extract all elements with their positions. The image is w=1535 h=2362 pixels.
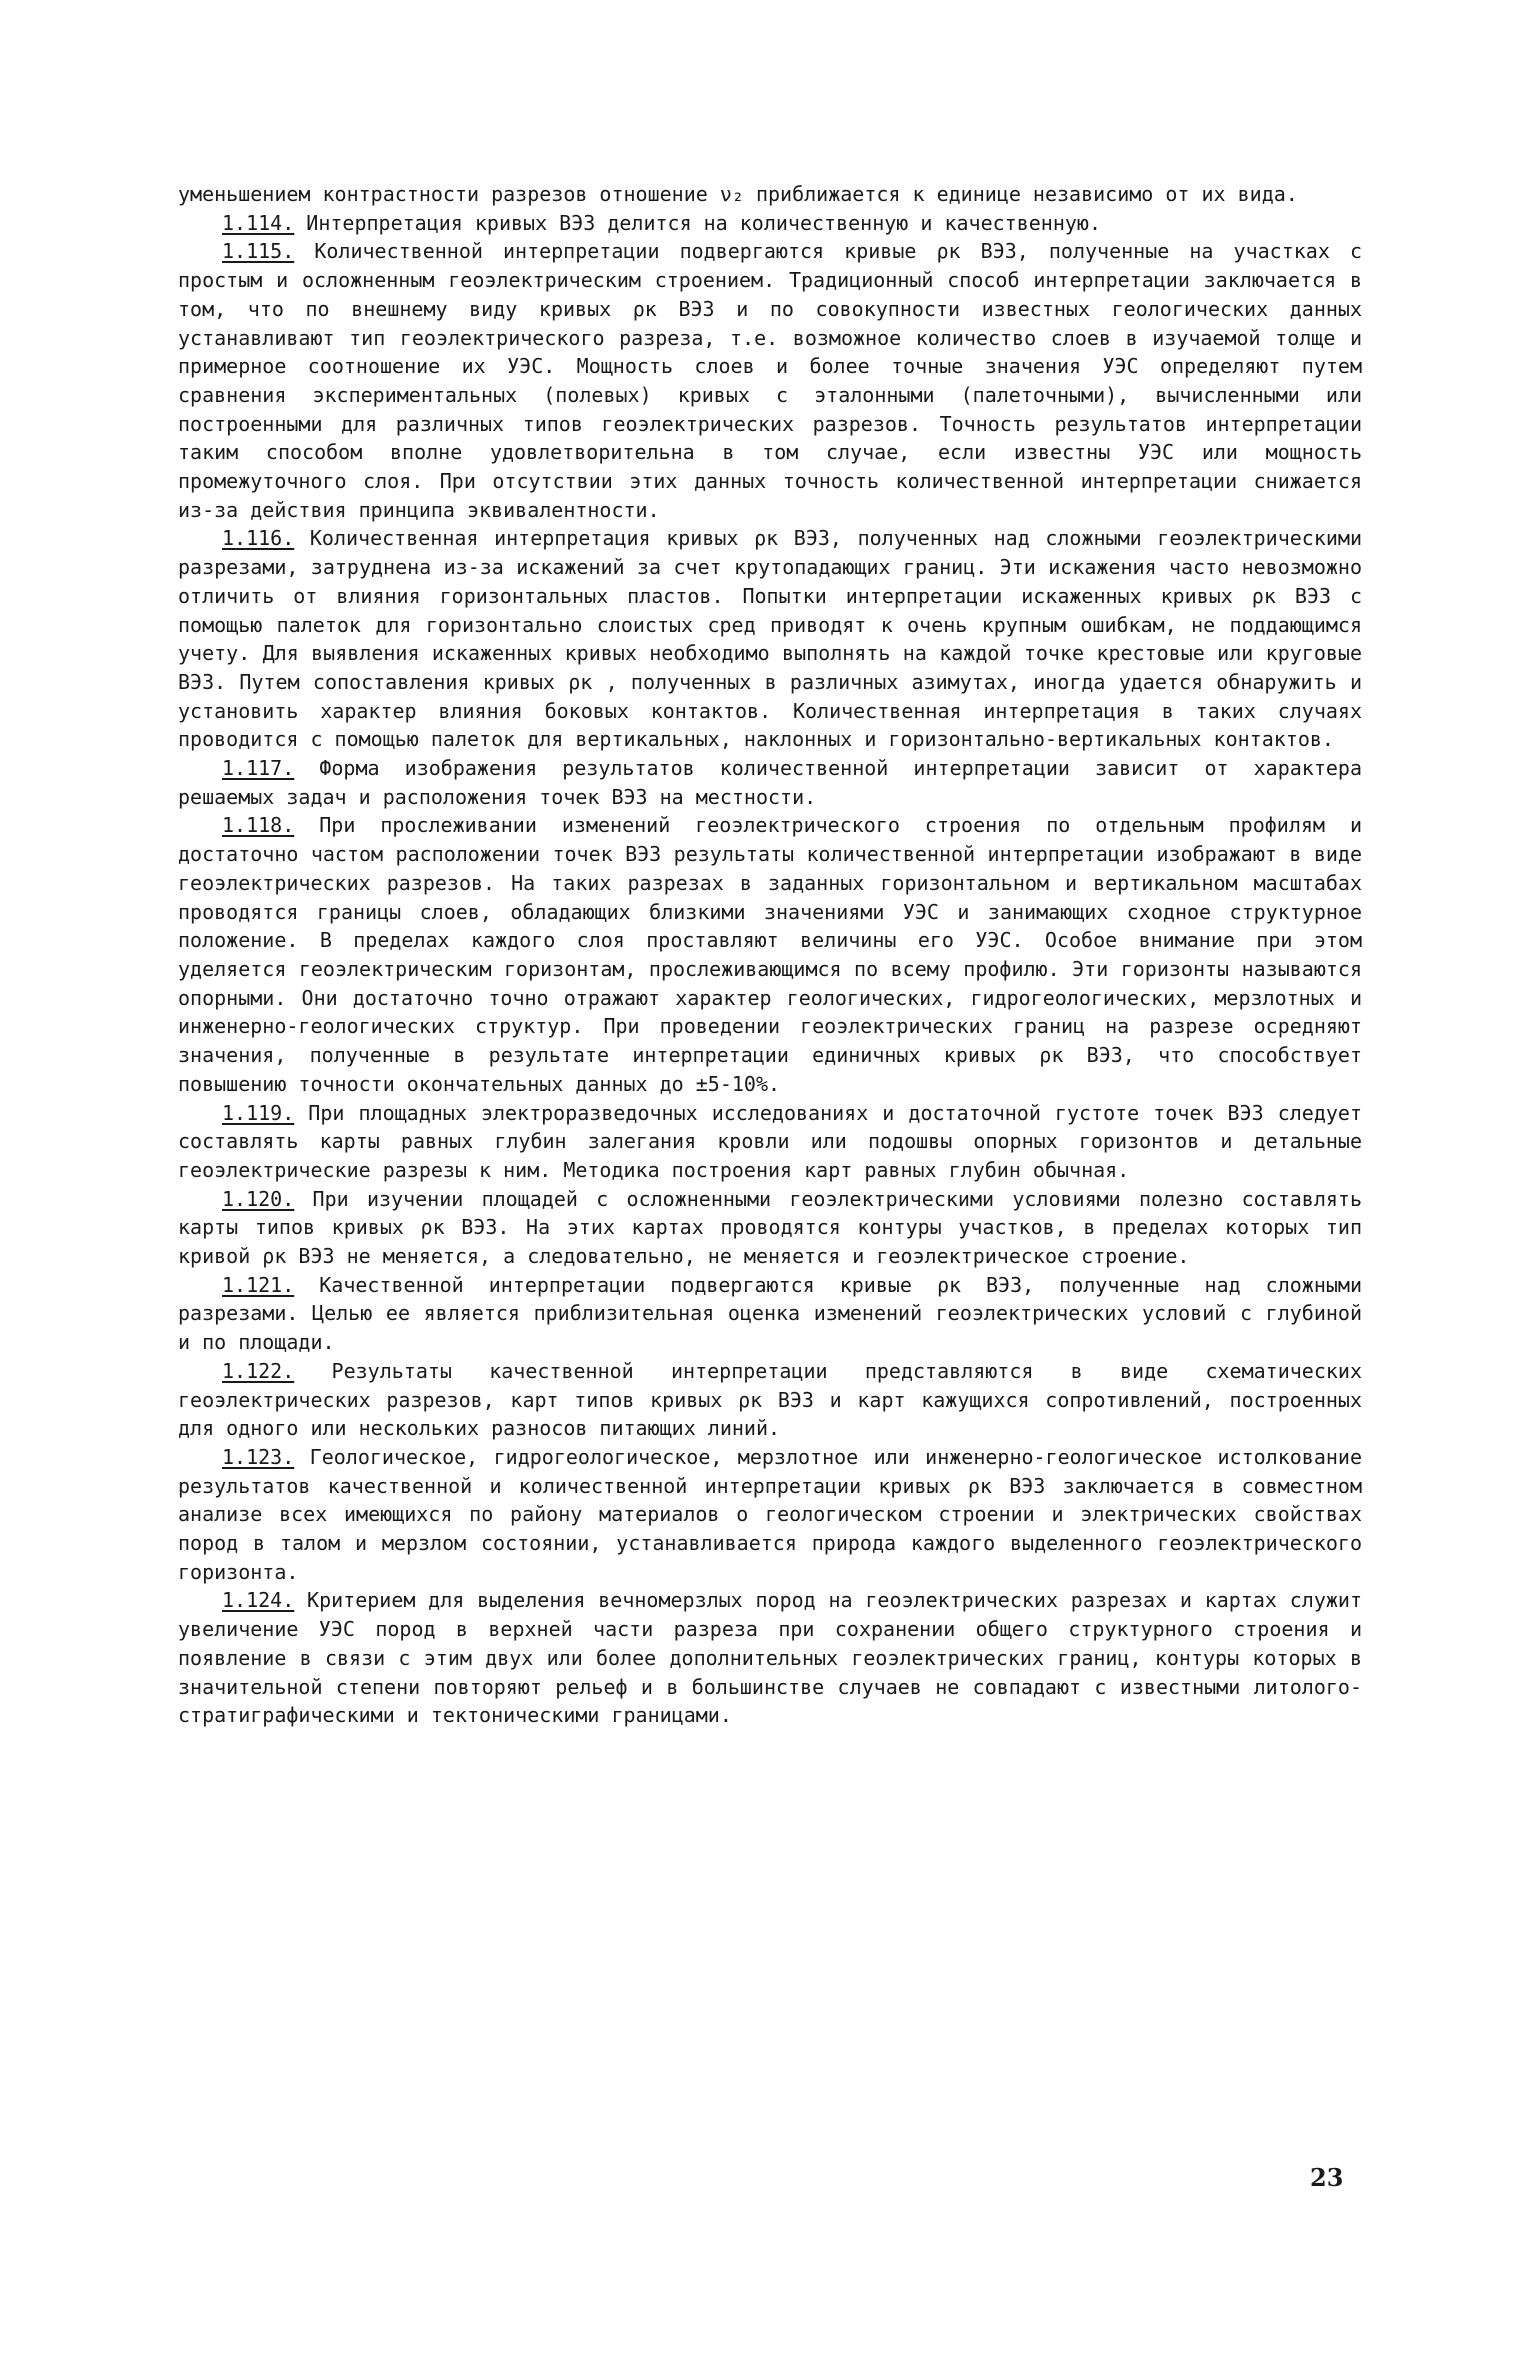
paragraph-1-115: [178, 237, 1362, 524]
paragraph-number: 1.114.: [222, 210, 295, 235]
paragraph-text: Критерием для выделения вечномерзлых пород на геоэлектрических разрезах и картах служит увеличение УЭС пород в верхней части разреза при сохранении общего структурного строения и появление в связи с этим двух или более дополнительных геоэлектрических границ, контуры которых в значительной степени повторяют рельеф и в большинстве случаев не совпадают с известными литолого-стратиграфическими и тектоническими границами.: [178, 1588, 1362, 1728]
paragraph-continuation: [178, 180, 1362, 209]
paragraph-number: 1.122.: [222, 1358, 295, 1383]
paragraph-1-116: [178, 524, 1362, 754]
paragraph-number: 1.115.: [222, 239, 295, 264]
paragraph-number: 1.124.: [222, 1588, 295, 1613]
paragraph-1-120: [178, 1185, 1362, 1271]
paragraph-text: При прослеживании изменений геоэлектрического строения по отдельным профилям и достаточно частом расположении точек ВЭЗ результаты количественной интерпретации изображают в виде геоэлектрических разрезов. На таких разрезах в заданных горизонтальном и вертикальном масштабах проводятся границы слоев, обладающих близкими значениями УЭС и занимающих сходное структурное положение. В пределах каждого слоя проставляют величины его УЭС. Особое внимание при этом уделяется геоэлектрическим горизонтам, прослеживающимся по всему профилю. Эти горизонты называются опорными. Они достаточно точно отражают характер геологических, гидрогеологических, мерзлотных и инженерно-геологических структур. При проведении геоэлектрических границ на разрезе осредняют значения, полученные в результате интерпретации единичных кривых ρк ВЭЗ, что способствует повышению точности окончательных данных до ±5-10%.: [178, 813, 1362, 1096]
page-body: [178, 180, 1362, 1730]
paragraph-number: 1.120.: [222, 1186, 295, 1211]
paragraph-number: 1.116.: [222, 526, 295, 551]
paragraph-text: уменьшением контрастности разрезов отношение ν₂ приближается к единице независимо от их вида.: [178, 182, 1298, 206]
paragraph-text: При площадных электроразведочных исследованиях и достаточной густоте точек ВЭЗ следует составлять карты равных глубин залегания кровли или подошвы опорных горизонтов и детальные геоэлектрические разрезы к ним. Методика построения карт равных глубин обычная.: [178, 1100, 1362, 1182]
paragraph-1-123: [178, 1443, 1362, 1587]
paragraph-1-122: [178, 1357, 1362, 1443]
paragraph-text: Количественной интерпретации подвергаются кривые ρк ВЭЗ, полученные на участках с простым и осложненным геоэлектрическим строением. Традиционный способ интерпретации заключается в том, что по внешнему виду кривых ρк ВЭЗ и по совокупности известных геологических данных устанавливают тип геоэлектрического разреза, т.е. возможное количество слоев в изучаемой толще и примерное соотношение их УЭС. Мощность слоев и более точные значения УЭС определяют путем сравнения экспериментальных (полевых) кривых с эталонными (палеточными), вычисленными или построенными для различных типов геоэлектрических разрезов. Точность результатов интерпретации таким способом вполне удовлетворительна в том случае, если известны УЭС или мощность промежуточного слоя. При отсутствии этих данных точность количественной интерпретации снижается из-за действия принципа эквивалентности.: [178, 239, 1362, 522]
paragraph-text: Количественная интерпретация кривых ρк ВЭЗ, полученных над сложными геоэлектрическими разрезами, затруднена из-за искажений за счет крутопадающих границ. Эти искажения часто невозможно отличить от влияния горизонтальных пластов. Попытки интерпретации искаженных кривых ρк ВЭЗ с помощью палеток для горизонтально слоистых сред приводят к очень крупным ошибкам, не поддающимся учету. Для выявления искаженных кривых необходимо выполнять на каждой точке крестовые или круговые ВЭЗ. Путем сопоставления кривых ρк , полученных в различных азимутах, иногда удается обнаружить и установить характер влияния боковых контактов. Количественная интерпретация в таких случаях проводится с помощью палеток для вертикальных, наклонных и горизонтально-вертикальных контактов.: [178, 526, 1362, 752]
paragraph-text: Форма изображения результатов количественной интерпретации зависит от характера решаемых задач и расположения точек ВЭЗ на местности.: [178, 756, 1362, 809]
paragraph-number: 1.121.: [222, 1272, 295, 1297]
paragraph-text: Интерпретация кривых ВЭЗ делится на количественную и качественную.: [294, 210, 1101, 235]
page-number: 23: [1310, 2163, 1344, 2192]
paragraph-1-121: [178, 1271, 1362, 1357]
paragraph-number: 1.123.: [222, 1444, 295, 1469]
paragraph-text: Геологическое, гидрогеологическое, мерзлотное или инженерно-геологическое истолкование результатов качественной и количественной интерпретации кривых ρк ВЭЗ заключается в совместном анализе всех имеющихся по району материалов о геологическом строении и электрических свойствах пород в талом и мерзлом состоянии, устанавливается природа каждого выделенного геоэлектрического горизонта.: [178, 1444, 1362, 1584]
paragraph-1-118: [178, 811, 1362, 1098]
paragraph-number: 1.118.: [222, 813, 295, 838]
paragraph-text: При изучении площадей с осложненными геоэлектрическими условиями полезно составлять карты типов кривых ρк ВЭЗ. На этих картах проводятся контуры участков, в пределах которых тип кривой ρк ВЭЗ не меняется, а следовательно, не меняется и геоэлектрическое строение.: [178, 1186, 1362, 1269]
paragraph-1-124: [178, 1586, 1362, 1730]
paragraph-text: Качественной интерпретации подвергаются кривые ρк ВЭЗ, полученные над сложными разрезами. Целью ее является приблизительная оценка изменений геоэлектрических условий с глубиной и по площади.: [178, 1272, 1362, 1355]
paragraph-number: 1.119.: [222, 1100, 295, 1125]
paragraph-1-114: [178, 209, 1362, 238]
paragraph-1-117: [178, 754, 1362, 811]
paragraph-text: Результаты качественной интерпретации представляются в виде схематических геоэлектрических разрезов, карт типов кривых ρк ВЭЗ и карт кажущихся сопротивлений, построенных для одного или нескольких разносов питающих линий.: [178, 1358, 1362, 1441]
paragraph-1-119: [178, 1099, 1362, 1185]
paragraph-number: 1.117.: [222, 756, 295, 781]
